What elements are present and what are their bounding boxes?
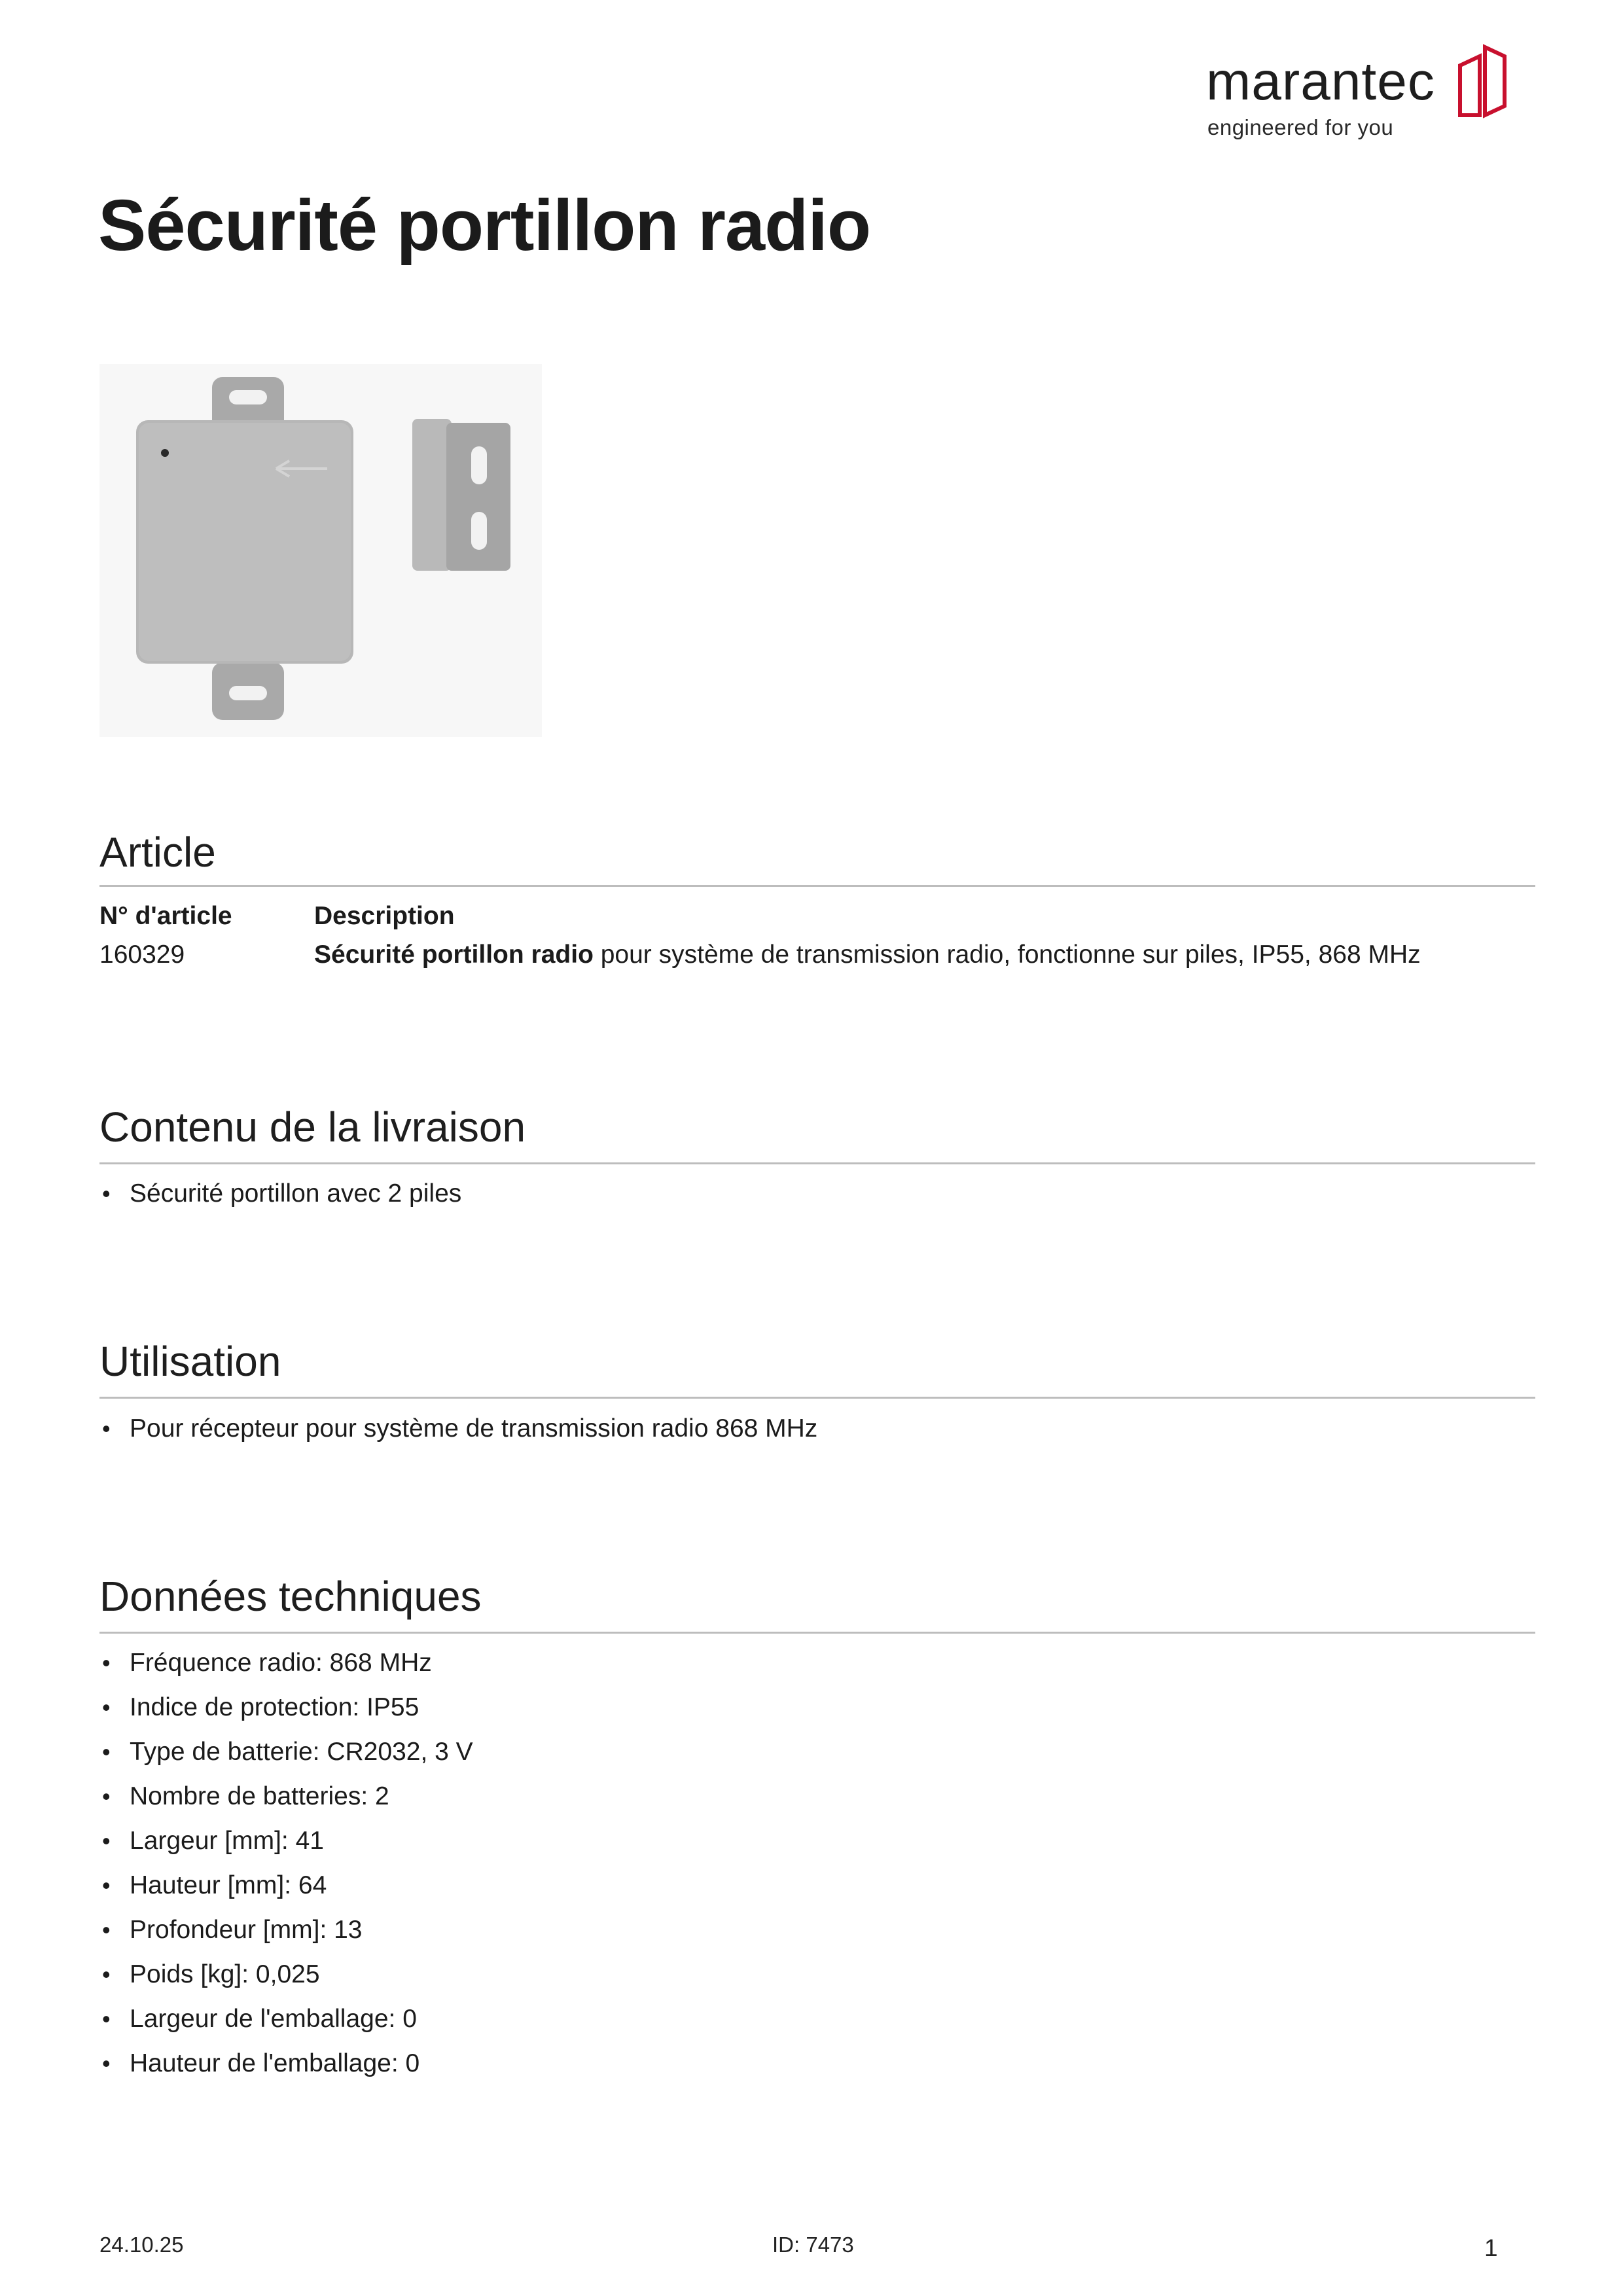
- article-description: [314, 942, 1421, 967]
- list-item: • Largeur [mm]: 41: [99, 1819, 473, 1863]
- footer-id: ID: 7473: [772, 2233, 854, 2257]
- list-item: • Type de batterie: CR2032, 3 V: [99, 1730, 473, 1774]
- list-item: • Profondeur [mm]: 13: [99, 1908, 473, 1952]
- divider: [99, 1162, 1535, 1164]
- list-item: • Nombre de batteries: 2: [99, 1774, 473, 1819]
- brand-wordmark: marantec: [1206, 52, 1435, 111]
- list-item: • Sécurité portillon avec 2 piles: [99, 1172, 461, 1216]
- list-item: • Poids [kg]: 0,025: [99, 1952, 473, 1997]
- list-item: • Pour récepteur pour système de transmission radio 868 MHz: [99, 1407, 817, 1451]
- delivery-list: [99, 1172, 461, 1216]
- delivery-heading: Contenu de la livraison: [99, 1103, 526, 1151]
- usage-heading: Utilisation: [99, 1338, 281, 1385]
- divider: [99, 885, 1535, 887]
- page-title: Sécurité portillon radio: [98, 185, 871, 266]
- technical-list: [99, 1641, 473, 2086]
- list-item: • Indice de protection: IP55: [99, 1685, 473, 1730]
- product-image: [99, 364, 542, 737]
- technical-heading: Données techniques: [99, 1573, 482, 1620]
- divider: [99, 1632, 1535, 1634]
- list-item: • Hauteur de l'emballage: 0: [99, 2041, 473, 2086]
- article-heading: Article: [99, 829, 216, 876]
- brand-tagline: engineered for you: [1207, 115, 1394, 139]
- article-description-bold: Sécurité portillon radio: [314, 941, 594, 969]
- article-description-rest: pour système de transmission radio, fonctionne sur piles, IP55, 868 MHz: [593, 941, 1421, 969]
- article-number: 160329: [99, 941, 185, 969]
- article-description-header: Description: [314, 902, 455, 930]
- page-number: 1: [1484, 2234, 1498, 2261]
- marantec-logo-icon: [1456, 42, 1508, 120]
- article-number-header: N° d'article: [99, 902, 232, 930]
- footer-date: 24.10.25: [99, 2233, 184, 2257]
- usage-list: [99, 1407, 817, 1451]
- list-item: • Largeur de l'emballage: 0: [99, 1997, 473, 2041]
- divider: [99, 1397, 1535, 1399]
- list-item: • Hauteur [mm]: 64: [99, 1863, 473, 1908]
- list-item: • Fréquence radio: 868 MHz: [99, 1641, 473, 1685]
